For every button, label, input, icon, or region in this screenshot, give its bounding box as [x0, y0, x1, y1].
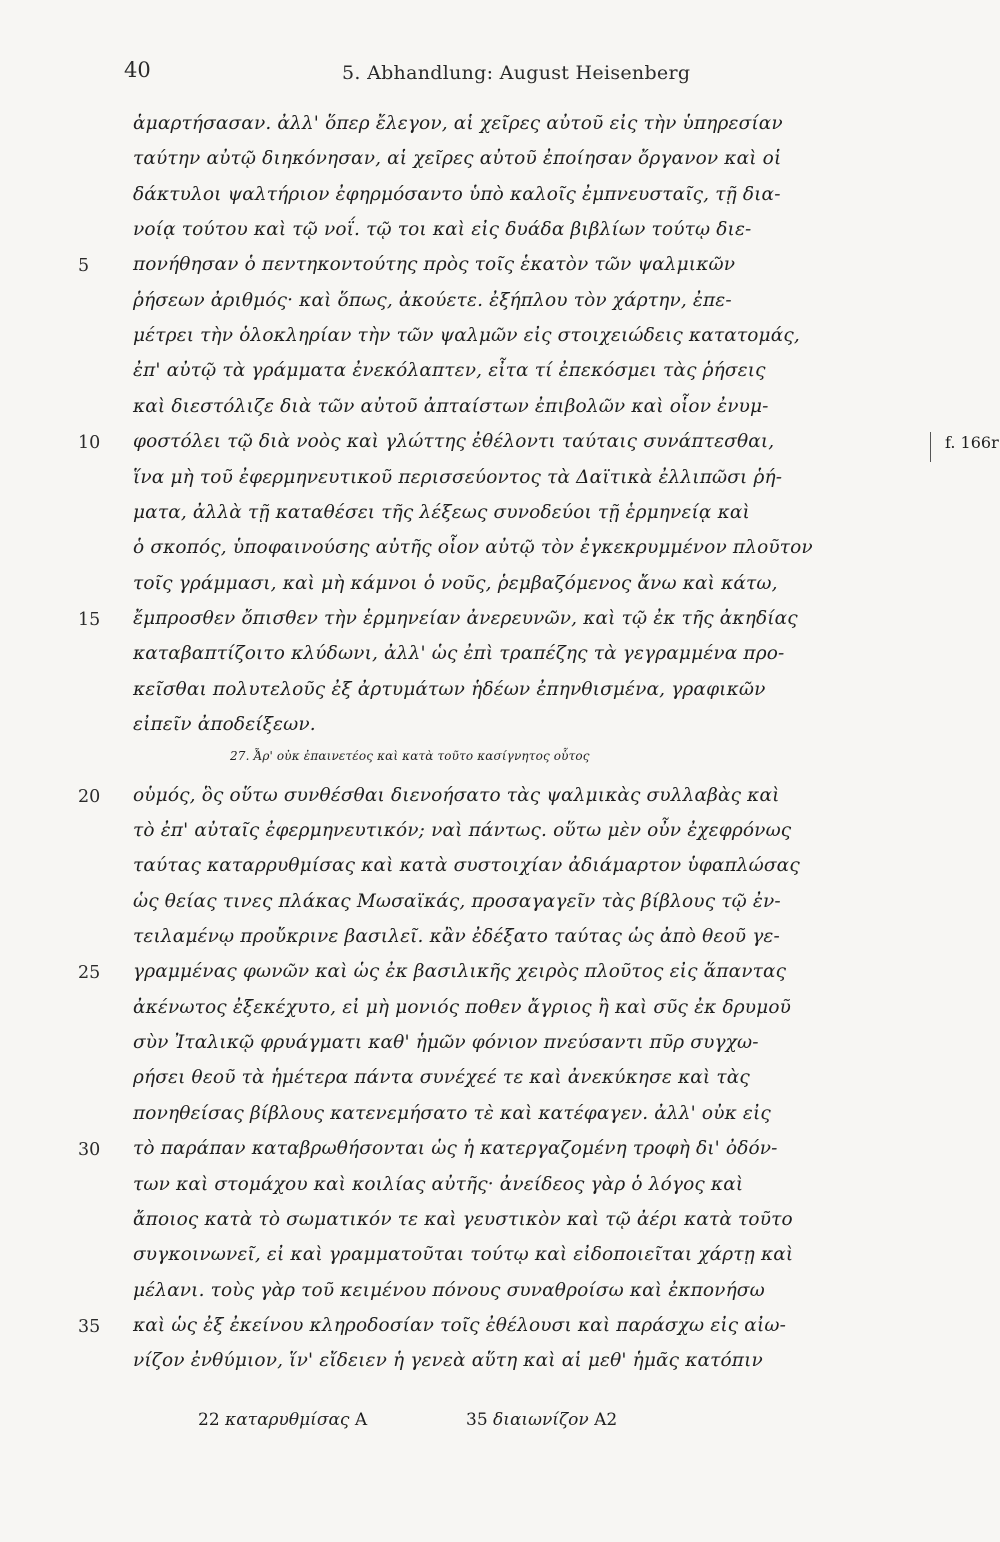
line-text: 27. Ἆρ' οὐκ ἐπαινετέος καὶ κατὰ τοῦτο κασίγνητος οὗτος: [230, 749, 590, 764]
text-line: [0, 146, 1000, 184]
line-text: ταύτην αὐτῷ διηκόνησαν, αἱ χεῖρες αὐτοῦ ἐποίησαν ὄργανον καὶ οἱ: [133, 148, 782, 170]
line-text: ῥήσεων ἀριθμός· καὶ ὅπως, ἀκούετε. ἐξήπλου τὸν χάρτην, ἐπε-: [133, 289, 732, 311]
text-line: [0, 1030, 1000, 1068]
text-line: [0, 924, 1000, 962]
line-text: καὶ ὡς ἐξ ἐκείνου κληροδοσίαν τοῖς ἐθέλουσι καὶ παράσχω εἰς αἰω-: [133, 1314, 786, 1336]
text-line: [0, 217, 1000, 255]
apparatus-siglum: A: [354, 1410, 368, 1430]
text-line: [0, 465, 1000, 503]
apparatus-reading: καταρυθμίσας: [225, 1410, 350, 1430]
line-text: ταύτας καταρρυθμίσας καὶ κατὰ συστοιχίαν ἀδιάμαρτον ὑφαπλώσας: [133, 855, 800, 877]
line-text: δάκτυλοι ψαλτήριον ἐφηρμόσαντο ὑπὸ καλοῖς ἐμπνευσταῖς, τῇ δια-: [133, 183, 781, 205]
text-line: [0, 1242, 1000, 1280]
text-line: [0, 606, 1000, 644]
text-line: [0, 1313, 1000, 1351]
line-text: ἵνα μὴ τοῦ ἐφερμηνευτικοῦ περισσεύοντος τὰ Δαϊτικὰ ἐλλιπῶσι ῥή-: [133, 466, 783, 488]
apparatus-line-number: 22: [198, 1410, 220, 1430]
text-line: [0, 182, 1000, 220]
line-text: ὡς θείας τινες πλάκας Μωσαϊκάς, προσαγαγεῖν τὰς βίβλους τῷ ἐν-: [133, 890, 781, 912]
text-line: [0, 323, 1000, 361]
line-text: πονήθησαν ὁ πεντηκοντούτης πρὸς τοῖς ἑκατὸν τῶν ψαλμικῶν: [133, 254, 736, 276]
line-number: 30: [78, 1140, 101, 1161]
line-text: τειλαμένῳ προὔκρινε βασιλεῖ. κἂν ἐδέξατο ταύτας ὡς ἀπὸ θεοῦ γε-: [133, 926, 780, 948]
line-text: καταβαπτίζοιτο κλύδωνι, ἀλλ' ὡς ἐπὶ τραπέζης τὰ γεγραμμένα προ-: [133, 643, 785, 665]
line-number: 35: [78, 1316, 101, 1337]
line-text: εἰπεῖν ἀποδείξεων.: [133, 713, 316, 735]
line-text: νίζον ἐνθύμιον, ἵν' εἴδειεν ἡ γενεὰ αὕτη καὶ αἱ μεθ' ἡμᾶς κατόπιν: [133, 1350, 763, 1372]
text-line: [0, 358, 1000, 396]
text-line: [0, 818, 1000, 856]
text-line: [0, 252, 1000, 290]
text-line: [0, 1207, 1000, 1245]
line-text: ἀκένωτος ἐξεκέχυτο, εἰ μὴ μονιός ποθεν ἄγριος ἢ καὶ σῦς ἐκ δρυμοῦ: [133, 996, 792, 1018]
line-text: οὑμός, ὃς οὕτω συνθέσθαι διενοήσατο τὰς ψαλμικὰς συλλαβὰς καὶ: [133, 784, 780, 806]
line-text: καὶ διεστόλιζε διὰ τῶν αὐτοῦ ἀπταίστων ἐπιβολῶν καὶ οἷον ἐνυμ-: [133, 395, 769, 417]
line-text: μέτρει τὴν ὁλοκληρίαν τὴν τῶν ψαλμῶν εἰς στοιχειώδεις κατατομάς,: [133, 325, 800, 347]
line-text: ρήσει θεοῦ τὰ ἡμέτερα πάντα συνέχεέ τε καὶ ἀνεκύκησε καὶ τὰς: [133, 1067, 750, 1089]
line-text: φοστόλει τῷ διὰ νοὸς καὶ γλώττης ἐθέλοντι ταύταις συνάπτεσθαι,: [133, 431, 775, 453]
text-line: [0, 641, 1000, 679]
text-line: [0, 783, 1000, 821]
text-line: [0, 429, 1000, 467]
text-line: [0, 747, 1000, 785]
text-line: [0, 111, 1000, 149]
text-line: [0, 995, 1000, 1033]
line-text: γραμμένας φωνῶν καὶ ὡς ἐκ βασιλικῆς χειρὸς πλοῦτος εἰς ἅπαντας: [133, 961, 787, 983]
line-text: ὁ σκοπός, ὑποφαινούσης αὐτῆς οἷον αὐτῷ τὸν ἐγκεκρυμμένον πλοῦτον: [133, 537, 813, 559]
line-text: συγκοινωνεῖ, εἰ καὶ γραμματοῦται τούτῳ καὶ εἰδοποιεῖται χάρτῃ καὶ: [133, 1244, 794, 1266]
text-line: [0, 288, 1000, 326]
apparatus-entry: [198, 1410, 367, 1430]
line-number: 5: [78, 256, 90, 277]
text-line: [0, 1065, 1000, 1103]
line-text: μέλανι. τοὺς γὰρ τοῦ κειμένου πόνους συναθροίσω καὶ ἐκπονήσω: [133, 1279, 765, 1301]
text-line: [0, 853, 1000, 891]
text-line: [0, 500, 1000, 538]
line-text: ἄποιος κατὰ τὸ σωματικόν τε καὶ γευστικὸν καὶ τῷ ἀέρι κατὰ τοῦτο: [133, 1208, 793, 1230]
line-text: πονηθείσας βίβλους κατενεμήσατο τὲ καὶ κατέφαγεν. ἀλλ' οὐκ εἰς: [133, 1102, 771, 1124]
line-text: ἔμπροσθεν ὄπισθεν τὴν ἑρμηνείαν ἀνερευνῶν, καὶ τῷ ἐκ τῆς ἀκηδίας: [133, 607, 798, 629]
apparatus-entry: [466, 1410, 617, 1430]
text-line: [0, 677, 1000, 715]
page-number: 40: [124, 58, 151, 82]
text-line: [0, 889, 1000, 927]
text-line: [0, 1348, 1000, 1386]
line-number: 15: [78, 609, 101, 630]
text-line: [0, 1278, 1000, 1316]
line-text: τὸ παράπαν καταβρωθήσονται ὡς ἡ κατεργαζομένη τροφὴ δι' ὀδόν-: [133, 1138, 778, 1160]
text-line: [0, 535, 1000, 573]
text-line: [0, 1172, 1000, 1210]
folio-marker-rule: [930, 432, 931, 462]
line-number: 10: [78, 433, 101, 454]
line-text: ἐπ' αὐτῷ τὰ γράμματα ἐνεκόλαπτεν, εἶτα τί ἐπεκόσμει τὰς ῥήσεις: [133, 360, 766, 382]
apparatus-line-number: 35: [466, 1410, 488, 1430]
line-text: κεῖσθαι πολυτελοῦς ἐξ ἀρτυμάτων ἡδέων ἐπηνθισμένα, γραφικῶν: [133, 678, 766, 700]
page-header: [0, 58, 1000, 90]
line-number: 20: [78, 786, 101, 807]
text-line: [0, 712, 1000, 750]
critical-apparatus: [0, 1410, 1000, 1440]
apparatus-reading: διαιωνίζον: [493, 1410, 589, 1430]
text-line: [0, 959, 1000, 997]
text-line: [0, 1101, 1000, 1139]
line-text: τὸ ἐπ' αὐταῖς ἐφερμηνευτικόν; ναὶ πάντως. οὕτω μὲν οὖν ἐχεφρόνως: [133, 820, 792, 841]
apparatus-siglum: A2: [594, 1410, 618, 1430]
folio-marker: f. 166r: [945, 433, 999, 453]
text-line: [0, 394, 1000, 432]
line-text: ματα, ἀλλὰ τῇ καταθέσει τῆς λέξεως συνοδεύοι τῇ ἑρμηνείᾳ καὶ: [133, 501, 750, 523]
line-text: νοίᾳ τούτου καὶ τῷ νοΐ. τῷ τοι καὶ εἰς δυάδα βιβλίων τούτῳ διε-: [133, 219, 752, 241]
line-text: ἁμαρτήσασαν. ἀλλ' ὅπερ ἔλεγον, αἱ χεῖρες αὐτοῦ εἰς τὴν ὑπηρεσίαν: [133, 113, 783, 134]
text-line: [0, 571, 1000, 609]
line-text: τοῖς γράμμασι, καὶ μὴ κάμνοι ὁ νοῦς, ῥεμβαζόμενος ἄνω καὶ κάτω,: [133, 572, 778, 594]
line-number: 25: [78, 963, 101, 984]
text-line: [0, 1136, 1000, 1174]
line-text: σὺν Ἰταλικῷ φρυάγματι καθ' ἡμῶν φόνιον πνεύσαντι πῦρ συγχω-: [133, 1032, 759, 1054]
line-text: των καὶ στομάχου καὶ κοιλίας αὐτῆς· ἀνείδεος γὰρ ὁ λόγος καὶ: [133, 1173, 744, 1195]
running-head: 5. Abhandlung: August Heisenberg: [342, 62, 691, 84]
